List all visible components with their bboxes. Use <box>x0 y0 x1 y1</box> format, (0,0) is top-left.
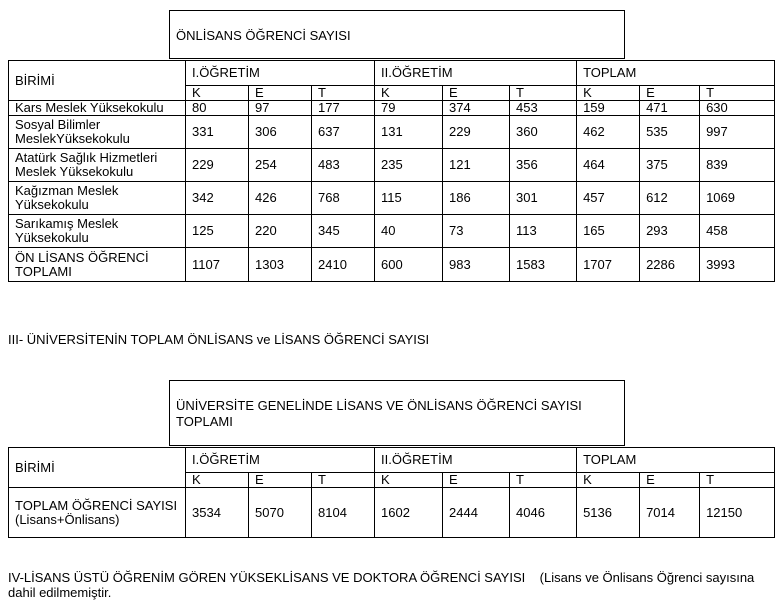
cell: 12150 <box>700 488 775 538</box>
cell: 73 <box>443 215 510 248</box>
sub-header: K <box>186 473 249 488</box>
row-name: Sarıkamış Meslek Yüksekokulu <box>9 215 186 248</box>
cell: 457 <box>577 182 640 215</box>
cell: 220 <box>249 215 312 248</box>
table-row <box>9 182 775 215</box>
cell: 3534 <box>186 488 249 538</box>
cell: 40 <box>375 215 443 248</box>
cell: 1602 <box>375 488 443 538</box>
sub-header: K <box>577 473 640 488</box>
cell: 2410 <box>312 248 375 282</box>
cell: 186 <box>443 182 510 215</box>
cell: 637 <box>312 116 375 149</box>
group-header-2: II.ÖĞRETİM <box>375 61 577 86</box>
sub-header: K <box>186 86 249 101</box>
cell: 306 <box>249 116 312 149</box>
cell: 375 <box>640 149 700 182</box>
sub-header: K <box>577 86 640 101</box>
cell: 113 <box>510 215 577 248</box>
cell: 3993 <box>700 248 775 282</box>
row-name: Atatürk Sağlık Hizmetleri Meslek Yüksekokulu <box>9 149 186 182</box>
cell: 115 <box>375 182 443 215</box>
cell: 97 <box>249 101 312 116</box>
sub-header: E <box>640 473 700 488</box>
cell: 983 <box>443 248 510 282</box>
table-row <box>9 215 775 248</box>
cell: 471 <box>640 101 700 116</box>
cell: 600 <box>375 248 443 282</box>
cell: 2286 <box>640 248 700 282</box>
sub-header: E <box>249 86 312 101</box>
cell: 1303 <box>249 248 312 282</box>
sub-header: K <box>375 86 443 101</box>
cell: 1583 <box>510 248 577 282</box>
cell: 159 <box>577 101 640 116</box>
onlisans-student-table <box>8 60 775 282</box>
sub-header: E <box>249 473 312 488</box>
cell: 121 <box>443 149 510 182</box>
cell: 374 <box>443 101 510 116</box>
cell: 1107 <box>186 248 249 282</box>
cell: 768 <box>312 182 375 215</box>
cell: 342 <box>186 182 249 215</box>
cell: 360 <box>510 116 577 149</box>
row-name: Kağızman Meslek Yüksekokulu <box>9 182 186 215</box>
table-row <box>9 101 775 116</box>
cell: 79 <box>375 101 443 116</box>
sub-header: T <box>700 473 775 488</box>
sub-header: K <box>375 473 443 488</box>
unit-header: BİRİMİ <box>9 61 186 101</box>
section-4-heading: IV-LİSANS ÜSTÜ ÖĞRENİM GÖREN YÜKSEKLİSANS VE DOKTORA ÖĞRENCİ SAYISI (Lisans ve Önlisans Öğrenci sayısına dahil edilmemiştir. <box>8 570 758 600</box>
cell: 5136 <box>577 488 640 538</box>
table1-title-box <box>169 10 625 59</box>
cell: 4046 <box>510 488 577 538</box>
cell: 462 <box>577 116 640 149</box>
unit-header: BİRİMİ <box>9 448 186 488</box>
cell: 301 <box>510 182 577 215</box>
table2-title: ÜNİVERSİTE GENELİNDE LİSANS VE ÖNLİSANS ÖĞRENCİ SAYISI TOPLAMI <box>176 398 582 429</box>
cell: 356 <box>510 149 577 182</box>
cell: 612 <box>640 182 700 215</box>
group-header-3: TOPLAM <box>577 448 775 473</box>
cell: 630 <box>700 101 775 116</box>
cell: 80 <box>186 101 249 116</box>
cell: 177 <box>312 101 375 116</box>
table-row <box>9 488 775 538</box>
group-header-3: TOPLAM <box>577 61 775 86</box>
cell: 7014 <box>640 488 700 538</box>
cell: 5070 <box>249 488 312 538</box>
cell: 1707 <box>577 248 640 282</box>
group-header-1: I.ÖĞRETİM <box>186 448 375 473</box>
row-name: ÖN LİSANS ÖĞRENCİ TOPLAMI <box>9 248 186 282</box>
total-student-table <box>8 447 775 538</box>
cell: 125 <box>186 215 249 248</box>
cell: 535 <box>640 116 700 149</box>
cell: 235 <box>375 149 443 182</box>
cell: 458 <box>700 215 775 248</box>
group-header-1: I.ÖĞRETİM <box>186 61 375 86</box>
cell: 2444 <box>443 488 510 538</box>
sub-header: E <box>640 86 700 101</box>
cell: 293 <box>640 215 700 248</box>
cell: 839 <box>700 149 775 182</box>
cell: 483 <box>312 149 375 182</box>
sub-header: T <box>510 86 577 101</box>
cell: 331 <box>186 116 249 149</box>
sub-header: T <box>510 473 577 488</box>
cell: 229 <box>443 116 510 149</box>
table-row <box>9 149 775 182</box>
row-name: Sosyal Bilimler MeslekYüksekokulu <box>9 116 186 149</box>
cell: 229 <box>186 149 249 182</box>
cell: 1069 <box>700 182 775 215</box>
cell: 131 <box>375 116 443 149</box>
sub-header: E <box>443 473 510 488</box>
cell: 254 <box>249 149 312 182</box>
row-name: Kars Meslek Yüksekokulu <box>9 101 186 116</box>
cell: 165 <box>577 215 640 248</box>
cell: 464 <box>577 149 640 182</box>
sub-header: T <box>312 473 375 488</box>
sub-header: E <box>443 86 510 101</box>
cell: 8104 <box>312 488 375 538</box>
row-name: TOPLAM ÖĞRENCİ SAYISI (Lisans+Önlisans) <box>9 488 186 538</box>
cell: 453 <box>510 101 577 116</box>
cell: 997 <box>700 116 775 149</box>
sub-header: T <box>312 86 375 101</box>
table2-title-box <box>169 380 625 446</box>
group-header-2: II.ÖĞRETİM <box>375 448 577 473</box>
table1-title: ÖNLİSANS ÖĞRENCİ SAYISI <box>176 28 351 43</box>
table-row <box>9 248 775 282</box>
sub-header: T <box>700 86 775 101</box>
table-row <box>9 116 775 149</box>
cell: 345 <box>312 215 375 248</box>
cell: 426 <box>249 182 312 215</box>
section-3-heading: III- ÜNİVERSİTENİN TOPLAM ÖNLİSANS ve LİSANS ÖĞRENCİ SAYISI <box>8 332 430 347</box>
